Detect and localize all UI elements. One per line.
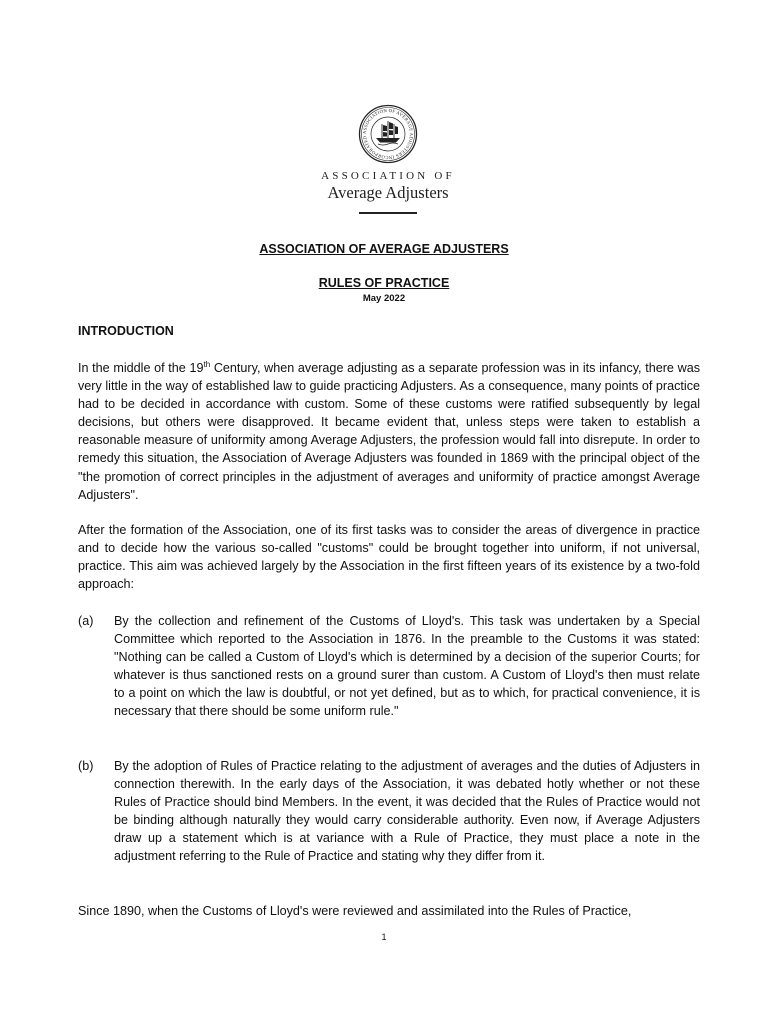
introduction-heading: INTRODUCTION bbox=[78, 324, 174, 338]
logo-divider bbox=[359, 212, 417, 214]
list-item-text: By the collection and refinement of the Customs of Lloyd's. This task was undertaken by a Special Committee which reported to the Association in 1876. In the preamble to the Customs it was stated: "Nothing can be called a Custom of Lloyd's which is determined by a decision of the superior Courts; for whatever is thus sanctioned rests on a ground surer than custom. A Custom of Lloyd's then must relate to a point on which the law is doubtful, or not yet defined, but as to which, for practical convenience, it is necessary that there should be some uniform rule." bbox=[114, 614, 700, 719]
association-logo bbox=[300, 104, 476, 214]
document-subtitle: RULES OF PRACTICE bbox=[318, 276, 450, 290]
ordinal-superscript: th bbox=[203, 359, 211, 369]
association-seal-icon bbox=[358, 104, 418, 164]
list-item-label: (b) bbox=[78, 759, 94, 773]
seal-ring-text: ASSOCIATION OF AVERAGE ADJUSTERS INCORPORATED bbox=[361, 107, 415, 161]
paragraph-1-rest: Century, when average adjusting as a separate profession was in its infancy, there was very little in the way of established law to guide practicing Adjusters. As a consequence, many points of practice had to be decided in accordance with custom. Some of these customs were ratified subsequently by legal decisions, but others were disapproved. It became evident that, unless steps were taken to establish a reasonable measure of uniformity among Average Adjusters, the profession would fall into disrepute. In order to remedy this situation, the Association of Average Adjusters was founded in 1869 with the principal object of the "the promotion of correct principles in the adjustment of averages and uniformity of practice amongst Average Adjusters". bbox=[78, 361, 700, 502]
list-item-label: (a) bbox=[78, 614, 94, 628]
document-title: ASSOCIATION OF AVERAGE ADJUSTERS bbox=[259, 242, 509, 256]
logo-text-line2: Average Adjusters bbox=[327, 183, 449, 202]
introduction-paragraph-3: Since 1890, when the Customs of Lloyd's were reviewed and assimilated into the Rules of Practice, bbox=[78, 904, 632, 918]
introduction-paragraph-2: After the formation of the Association, one of its first tasks was to consider the areas of divergence in practice and to decide how the various so-called "customs" could be brought together into uniform, if not universal, practice. This aim was achieved largely by the Association in the first fifteen years of its existence by a two-fold approach: bbox=[78, 523, 700, 592]
page-number: 1 bbox=[381, 932, 387, 942]
list-item-b bbox=[78, 757, 700, 866]
logo-text-line1: ASSOCIATION OF bbox=[321, 170, 455, 182]
list-item-a bbox=[78, 612, 700, 721]
paragraph-1-start: In the middle of the 19 bbox=[78, 361, 204, 375]
introduction-paragraph-1 bbox=[78, 359, 700, 504]
list-item-text: By the adoption of Rules of Practice relating to the adjustment of averages and the duties of Adjusters in connection therewith. In the early days of the Association, it was debated hotly whether or not these Rules of Practice should bind Members. In the event, it was decided that the Rules of Practice would not be binding although naturally they would carry considerable authority. Even now, if Average Adjusters draw up a statement which is at variance with a Rule of Practice, they must place a note in the adjustment referring to the Rule of Practice and stating why they differ from it. bbox=[114, 759, 700, 864]
document-date: May 2022 bbox=[362, 293, 406, 304]
